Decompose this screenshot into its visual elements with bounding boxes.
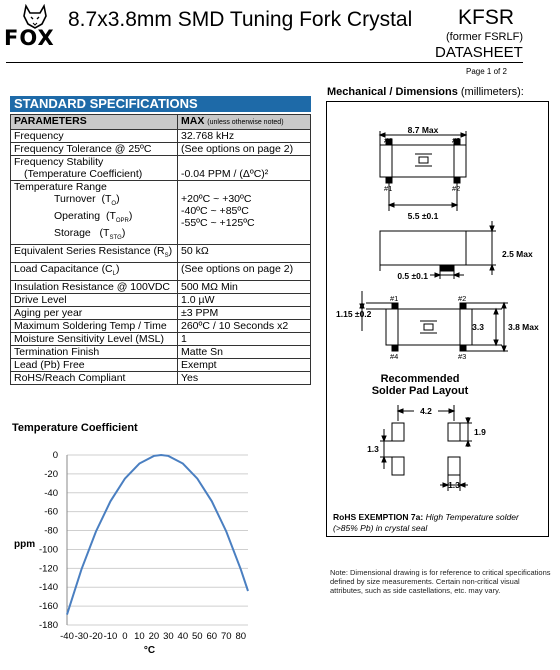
table-row xyxy=(11,130,311,143)
fox-logo-text: FOX xyxy=(4,26,55,50)
document-type: DATASHEET xyxy=(435,44,523,61)
spec-table xyxy=(10,114,311,385)
x-tick-label: 50 xyxy=(192,631,203,642)
param-esr: Equivalent Series Resistance $(R_S)$ xyxy=(11,245,178,263)
dim-width: 3.8 Max xyxy=(508,322,539,332)
value-temperature-range: +20ºC ~ +30ºC -40ºC ~ +85ºC -55ºC ~ +125ºC xyxy=(178,181,311,245)
page-number: Page 1 of 2 xyxy=(466,67,507,76)
part-number: KFSR xyxy=(458,6,515,29)
series-line xyxy=(67,455,248,615)
x-tick-label: -20 xyxy=(89,631,103,642)
spec-table-header xyxy=(11,115,311,130)
param-aging: Aging per year xyxy=(11,307,178,320)
mechanical-drawing xyxy=(326,101,549,537)
param-lead-free: Lead (Pb) Free xyxy=(11,359,178,372)
dim-pad-height: 1.9 xyxy=(474,427,486,437)
dim-side-offset: 1.15 ±0.2 xyxy=(336,309,372,319)
solder-pad-layout xyxy=(380,405,472,491)
y-axis-label: ppm xyxy=(14,539,36,550)
dim-pin-pitch: 5.5 ±0.1 xyxy=(407,211,439,221)
value-drive-level: 1.0 µW xyxy=(178,294,311,307)
y-tick-label: -120 xyxy=(38,563,58,575)
table-row xyxy=(11,346,311,359)
value-rohs: Yes xyxy=(178,372,311,385)
table-row xyxy=(11,143,311,156)
value-esr: 50 kΩ xyxy=(178,245,311,263)
pin-label: #1 xyxy=(384,184,393,193)
y-tick-label: -180 xyxy=(38,620,58,631)
x-axis-label: °C xyxy=(143,645,156,656)
former-part-number: (former FSRLF) xyxy=(446,31,523,43)
param-tolerance: Frequency Tolerance @ 25ºC xyxy=(11,143,178,156)
solder-pad xyxy=(448,423,460,441)
dim-lead-width: 0.5 ±0.1 xyxy=(397,271,428,281)
dim-pad-width: 1.3 xyxy=(448,480,460,490)
param-column-header: PARAMETERS xyxy=(11,115,178,130)
y-tick-label: -160 xyxy=(38,601,58,613)
solder-pad xyxy=(392,457,404,475)
value-load-capacitance: (See options on page 2) xyxy=(178,263,311,281)
mechanical-title: Mechanical / Dimensions (millimeters): xyxy=(327,86,524,98)
solder-pad xyxy=(448,457,460,475)
param-soldering: Maximum Soldering Temp / Time xyxy=(11,320,178,333)
pin-label: #1 xyxy=(390,294,399,303)
pin-label: #4 xyxy=(384,136,393,145)
x-tick-label: 60 xyxy=(206,631,218,642)
y-tick-label: -60 xyxy=(44,506,58,518)
table-row xyxy=(11,320,311,333)
x-tick-label: 80 xyxy=(235,631,247,642)
pin-label: #2 xyxy=(452,184,461,193)
value-msl: 1 xyxy=(178,333,311,346)
value-insulation: 500 MΩ Min xyxy=(178,281,311,294)
dim-pad-gap: 1.3 xyxy=(367,444,379,454)
value-stability: -0.04 PPM / (ΔºC)² xyxy=(178,156,311,181)
x-tick-label: 70 xyxy=(220,631,232,642)
table-row xyxy=(11,245,311,263)
pin-label: #4 xyxy=(390,352,399,361)
rohs-exemption-note: RoHS EXEMPTION 7a: High Temperature solder (>85% Pb) in crystal seal xyxy=(333,512,519,533)
table-row xyxy=(11,263,311,281)
pad-layout-title: Recommended Solder Pad Layout xyxy=(371,373,469,397)
table-row xyxy=(11,333,311,346)
dim-pad-pitch: 4.2 xyxy=(420,406,432,416)
param-frequency: Frequency xyxy=(11,130,178,143)
document-title: 8.7x3.8mm SMD Tuning Fork Crystal xyxy=(68,8,413,31)
x-tick-label: -40 xyxy=(60,631,74,642)
param-temperature-range: Temperature Range Turnover $(T_O)$ Operating $(T_{OPR})$ Storage $(T_{STG})$ xyxy=(11,181,178,245)
pin-label: #3 xyxy=(452,136,461,145)
param-msl: Moisture Sensitivity Level (MSL) xyxy=(11,333,178,346)
param-insulation: Insulation Resistance @ 100VDC xyxy=(11,281,178,294)
param-load-capacitance: Load Capacitance $(C_L)$ xyxy=(11,263,178,281)
x-tick-label: 40 xyxy=(177,631,189,642)
x-tick-label: 20 xyxy=(148,631,160,642)
x-tick-label: 10 xyxy=(134,631,145,642)
value-tolerance: (See options on page 2) xyxy=(178,143,311,156)
value-lead-free: Exempt xyxy=(178,359,311,372)
x-tick-label: -30 xyxy=(74,631,89,642)
max-column-header: MAX (unless otherwise noted) xyxy=(178,115,311,130)
table-row xyxy=(11,156,311,181)
y-tick-label: -20 xyxy=(44,468,58,480)
footnote: Note: Dimensional drawing is for reference to critical specifications defined by size measurements. Certain non-critical visual attributes, such as side castellations, etc. may vary. xyxy=(330,568,551,595)
temperature-coefficient-chart xyxy=(0,440,265,670)
chart-title: Temperature Coefficient xyxy=(12,422,138,434)
y-tick-label: -100 xyxy=(38,544,58,556)
table-row xyxy=(11,307,311,320)
pin-label: #3 xyxy=(458,352,467,361)
value-soldering: 260ºC / 10 Seconds x2 xyxy=(178,320,311,333)
table-row xyxy=(11,181,311,245)
dim-inner-width: 3.3 xyxy=(472,322,484,332)
param-stability: Frequency Stability (Temperature Coefficient) xyxy=(11,156,178,181)
param-drive-level: Drive Level xyxy=(11,294,178,307)
y-tick-label: -140 xyxy=(38,582,58,594)
table-row xyxy=(11,359,311,372)
param-termination: Termination Finish xyxy=(11,346,178,359)
table-row xyxy=(11,294,311,307)
header-divider xyxy=(6,62,523,63)
param-rohs: RoHS/Reach Compliant xyxy=(11,372,178,385)
value-termination: Matte Sn xyxy=(178,346,311,359)
x-tick-label: 30 xyxy=(163,631,174,642)
y-tick-label: 0 xyxy=(52,450,58,461)
value-aging: ±3 PPM xyxy=(178,307,311,320)
bottom-view xyxy=(360,291,508,351)
x-tick-label: -10 xyxy=(103,631,118,642)
value-frequency: 32.768 kHz xyxy=(178,130,311,143)
table-row xyxy=(11,281,311,294)
dim-length: 8.7 Max xyxy=(407,125,439,135)
pin-label: #2 xyxy=(458,294,467,303)
table-row xyxy=(11,372,311,385)
solder-pad xyxy=(392,423,404,441)
x-tick-label: 0 xyxy=(122,631,128,642)
dim-height: 2.5 Max xyxy=(502,249,533,259)
y-tick-label: -80 xyxy=(44,525,58,537)
spec-section-title: STANDARD SPECIFICATIONS xyxy=(10,96,311,112)
y-tick-label: -40 xyxy=(44,487,58,499)
